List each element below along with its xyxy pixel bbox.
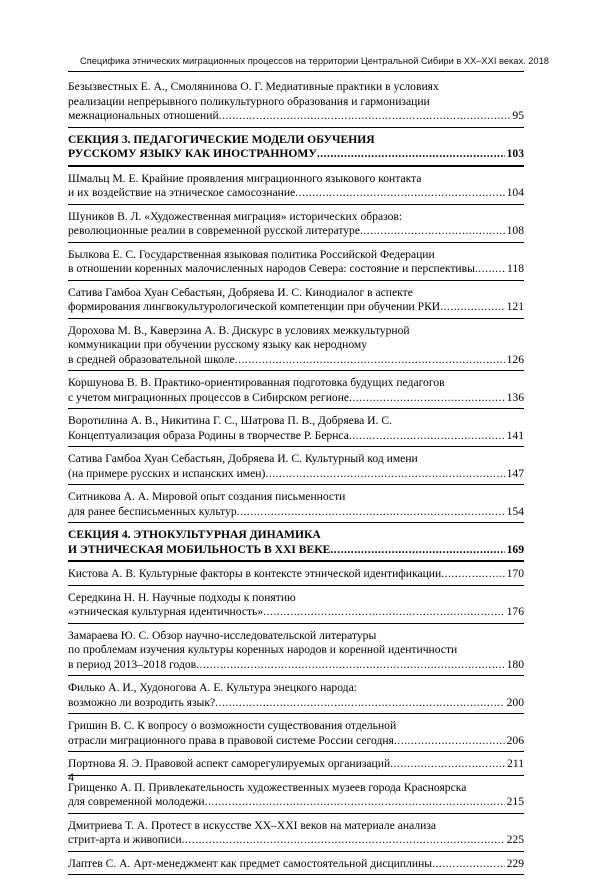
toc-entry	[68, 857, 524, 876]
toc-entry	[68, 324, 524, 372]
toc-page-number: 141	[506, 428, 524, 442]
dot-leader	[265, 467, 504, 482]
toc-entry-line: Дорохова М. В., Каверзина А. В. Дискурс в условиях межкультурной	[68, 323, 410, 337]
toc-entry-line: Дмитриева Т. А. Протест в искусстве XX–XXI веков на материале анализа	[68, 818, 437, 832]
dot-leader	[441, 567, 504, 582]
toc-entry-title-end: И ЭТНИЧЕСКАЯ МОБИЛЬНОСТЬ В XXI ВЕКЕ	[68, 542, 331, 556]
dot-leader	[360, 224, 505, 239]
toc-entry-last-line	[68, 795, 524, 810]
dot-leader	[263, 605, 504, 620]
toc-entry-line: СЕКЦИЯ 3. ПЕДАГОГИЧЕСКИЕ МОДЕЛИ ОБУЧЕНИЯ	[68, 132, 375, 146]
toc-entry-title-end: отрасли миграционного права в правовой системе России сегодня	[68, 733, 394, 747]
toc-entry-title-end: в средней образовательной школе	[68, 352, 235, 366]
dot-leader	[317, 147, 505, 162]
toc-entry-line: Замараева Ю. С. Обзор научно-исследовательской литературы	[68, 628, 377, 642]
toc-page-number: 225	[506, 833, 524, 846]
toc-section-heading	[68, 133, 524, 167]
toc-section-heading	[68, 528, 524, 562]
dot-leader	[394, 734, 505, 749]
toc-entry-line: Шмальц М. Е. Крайние проявления миграционного языкового контакта	[68, 171, 422, 185]
toc-entry-title-end: возможно ли возродить язык?	[68, 695, 216, 709]
toc-entry-last-line	[68, 109, 524, 124]
toc-entry	[68, 757, 524, 776]
toc-page-number: 126	[506, 352, 524, 366]
dot-leader	[440, 300, 504, 315]
table-of-contents	[68, 80, 524, 880]
toc-entry-title-end: революционные реалии в современной русской литературе	[68, 224, 360, 237]
toc-entry-title-end: Концептуализация образа Родины в творчестве Р. Бернса	[68, 428, 349, 442]
toc-page-number: 215	[506, 795, 524, 808]
toc-entry-line: Былкова Е. С. Государственная языковая политика Российской Федерации	[68, 247, 435, 261]
toc-entry-line: Шуников В. Л. «Художественная миграция» исторических образов:	[68, 209, 403, 223]
toc-entry-title-end: в отношении коренных малочисленных народов Севера: состояние и перспективы	[68, 262, 475, 275]
header-rule	[68, 71, 524, 72]
toc-entry-line: Безызвестных Е. А., Смолянинова О. Г. Медиативные практики в условиях	[68, 80, 439, 93]
toc-page-number: 154	[506, 504, 524, 518]
toc-entry-last-line	[68, 391, 524, 406]
toc-entry-last-line	[68, 505, 524, 520]
dot-leader	[215, 696, 504, 711]
toc-entry-line: Гришин В. С. К вопросу о возможности существования отдельной	[68, 719, 397, 732]
toc-page-number: 103	[506, 147, 524, 160]
toc-page-number: 169	[506, 542, 524, 556]
toc-page-number: 211	[507, 757, 524, 770]
toc-entry-line: Сатива Гамбоа Хуан Себастьян, Добряева И. С. Кинодиалог в аспекте	[68, 285, 413, 299]
toc-entry	[68, 248, 524, 281]
toc-entry-last-line	[68, 224, 524, 239]
dot-leader	[475, 262, 505, 277]
toc-entry-last-line	[68, 543, 524, 558]
toc-entry-title-end: Кистова А. В. Культурные факторы в контексте этнической идентификации	[68, 567, 442, 580]
toc-page-number: 108	[506, 224, 524, 237]
toc-entry-line: Коршунова В. В. Практико-ориентированная подготовка будущих педагогов	[68, 376, 445, 389]
toc-entry	[68, 819, 524, 852]
toc-page-number: 136	[506, 390, 524, 404]
toc-entry	[68, 490, 524, 523]
toc-entry-title-end: (на примере русских и испанских имен)	[68, 466, 266, 480]
toc-entry-line: Ситникова А. А. Мировой опыт создания письменности	[68, 490, 346, 503]
toc-entry-line: реализации непрерывного поликультурного образования и гармонизации	[68, 94, 430, 108]
toc-entry	[68, 591, 524, 624]
toc-entry-last-line	[68, 857, 524, 872]
running-header: Специфика этнических миграционных процессов на территории Центральной Сибири в XX–XXI веках. 2018	[80, 56, 549, 66]
dot-leader	[349, 391, 505, 406]
toc-page-number: 95	[512, 109, 524, 122]
toc-entry-last-line	[68, 605, 524, 620]
toc-entry	[68, 414, 524, 447]
toc-entry	[68, 567, 524, 586]
toc-entry-title-end: РУССКОМУ ЯЗЫКУ КАК ИНОСТРАННОМУ	[68, 147, 317, 160]
toc-page-number: 170	[506, 567, 524, 580]
toc-entry-line: Филько А. И., Худоногова А. Е. Культура энецкого народа:	[68, 681, 357, 694]
toc-entry-line: коммуникации при обучении русскому языку как неродному	[68, 338, 368, 351]
page-number: 4	[68, 772, 75, 784]
toc-entry	[68, 629, 524, 677]
toc-entry-last-line	[68, 757, 524, 772]
toc-entry-title-end: Лаптев С. А. Арт-менеджмент как предмет самостоятельной дисциплины	[68, 856, 433, 870]
toc-entry	[68, 719, 524, 752]
toc-entry-last-line	[68, 147, 524, 162]
toc-entry	[68, 210, 524, 243]
toc-entry-title-end: с учетом миграционных процессов в Сибирском регионе	[68, 390, 350, 404]
toc-page-number: 200	[506, 695, 524, 709]
dot-leader	[432, 857, 505, 872]
toc-entry-last-line	[68, 567, 524, 582]
toc-page-number: 118	[507, 262, 524, 275]
dot-leader	[330, 543, 504, 558]
toc-entry	[68, 452, 524, 485]
toc-entry-last-line	[68, 467, 524, 482]
toc-entry-title-end: формирования лингвокультурологической компетенции при обучении РКИ	[68, 300, 441, 313]
toc-entry-line: Середкина Н. Н. Научные подходы к понятию	[68, 590, 296, 604]
toc-page-number: 176	[506, 605, 524, 618]
toc-page-number: 147	[506, 466, 524, 480]
toc-page-number: 229	[506, 856, 524, 870]
toc-entry-title-end: для современной молодежи	[68, 795, 205, 808]
toc-entry	[68, 172, 524, 205]
toc-entry-title-end: и их воздействие на этническое самосознание	[68, 186, 296, 199]
toc-entry-last-line	[68, 186, 524, 201]
toc-entry-title-end: Портнова Я. Э. Правовой аспект саморегулируемых организаций	[68, 757, 391, 770]
toc-entry-last-line	[68, 300, 524, 315]
toc-entry-last-line	[68, 734, 524, 749]
toc-entry-last-line	[68, 658, 524, 673]
toc-entry-title-end: в период 2013–2018 годов	[68, 657, 197, 671]
dot-leader	[390, 757, 505, 772]
toc-entry-title-end: «этническая культурная идентичность»	[68, 605, 264, 618]
dot-leader	[219, 109, 511, 124]
toc-entry	[68, 376, 524, 409]
toc-entry	[68, 781, 524, 814]
toc-entry-last-line	[68, 833, 524, 848]
toc-page-number: 180	[506, 657, 524, 671]
toc-entry-line: СЕКЦИЯ 4. ЭТНОКУЛЬТУРНАЯ ДИНАМИКА	[68, 528, 321, 541]
dot-leader	[349, 429, 505, 444]
toc-entry-last-line	[68, 429, 524, 444]
dot-leader	[182, 833, 505, 848]
dot-leader	[196, 658, 504, 673]
toc-entry-line: по проблемам изучения культуры коренных народов и коренной идентичности	[68, 643, 458, 656]
toc-page-number: 104	[506, 186, 524, 199]
toc-entry	[68, 286, 524, 319]
toc-entry-last-line	[68, 696, 524, 711]
toc-entry-last-line	[68, 353, 524, 368]
toc-entry	[68, 80, 524, 128]
toc-entry-line: Воротилина А. В., Никитина Г. С., Шатрова П. В., Добряева И. С.	[68, 414, 392, 427]
toc-entry	[68, 681, 524, 714]
toc-entry-title-end: для ранее бесписьменных культур	[68, 504, 237, 518]
toc-entry-title-end: межнациональных отношений	[68, 109, 219, 122]
dot-leader	[295, 186, 504, 201]
toc-page-number: 206	[506, 733, 524, 747]
toc-page-number: 121	[506, 300, 524, 313]
dot-leader	[235, 353, 505, 368]
toc-entry-line: Сатива Гамбоа Хуан Себастьян, Добряева И. С. Культурный код имени	[68, 452, 418, 465]
toc-entry-title-end: стрит-арта и живописи	[68, 833, 182, 846]
toc-entry-last-line	[68, 262, 524, 277]
dot-leader	[205, 795, 505, 810]
dot-leader	[237, 505, 505, 520]
toc-entry-line: Грищенко А. П. Привлекательность художественных музеев города Красноярска	[68, 780, 467, 794]
